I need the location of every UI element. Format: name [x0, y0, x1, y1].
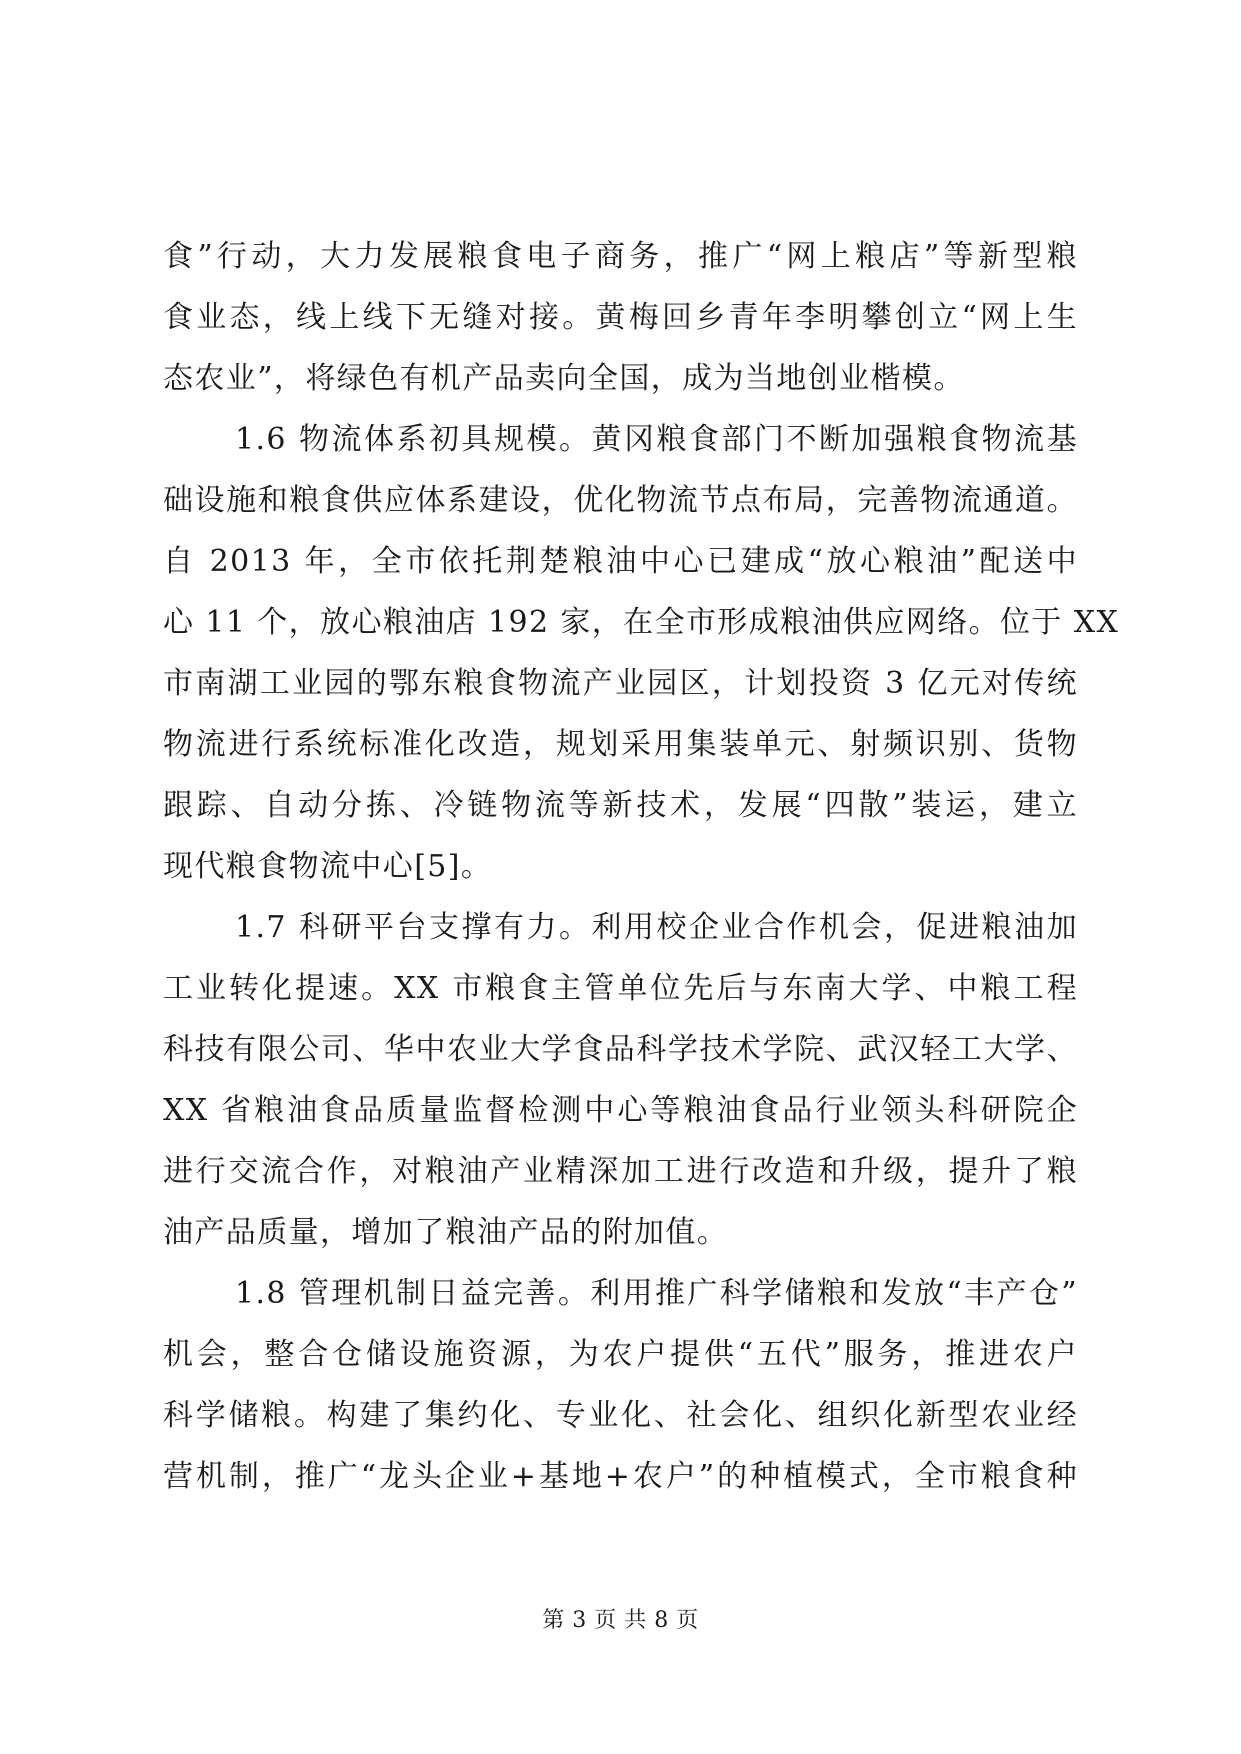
- text-line: 1.6 物流体系初具规模。黄冈粮食部门不断加强粮食物流基: [235, 422, 1078, 457]
- text-line: 跟踪、自动分拣、冷链物流等新技术，发展“四散”装运，建立: [163, 788, 1078, 823]
- text-line: 工业转化提速。XX 市粮食主管单位先后与东南大学、中粮工程: [163, 971, 1078, 1006]
- text-line: 现代粮食物流中心[5]。: [163, 849, 493, 884]
- text-line: 食业态，线上线下无缝对接。黄梅回乡青年李明攀创立“网上生: [163, 300, 1078, 335]
- page-number-footer: 第 3 页 共 8 页: [542, 1608, 699, 1633]
- text-line: 自 2013 年，全市依托荆楚粮油中心已建成“放心粮油”配送中: [163, 544, 1078, 579]
- text-line: 进行交流合作，对粮油产业精深加工进行改造和升级，提升了粮: [163, 1154, 1078, 1189]
- text-line: 市南湖工业园的鄂东粮食物流产业园区，计划投资 3 亿元对传统: [163, 666, 1078, 701]
- text-line: 态农业”，将绿色有机产品卖向全国，成为当地创业楷模。: [163, 361, 965, 396]
- text-line: 心 11 个，放心粮油店 192 家，在全市形成粮油供应网络。位于 XX: [163, 605, 1120, 640]
- text-line: 1.7 科研平台支撑有力。利用校企业合作机会，促进粮油加: [235, 910, 1078, 945]
- text-line: 机会，整合仓储设施资源，为农户提供“五代”服务，推进农户: [163, 1337, 1078, 1372]
- text-line: 础设施和粮食供应体系建设，优化物流节点布局，完善物流通道。: [163, 483, 1078, 518]
- text-line: 1.8 管理机制日益完善。利用推广科学储粮和发放“丰产仓”: [235, 1276, 1078, 1311]
- text-line: 油产品质量，增加了粮油产品的附加值。: [163, 1215, 729, 1250]
- text-line: XX 省粮油食品质量监督检测中心等粮油食品行业领头科研院企: [163, 1093, 1078, 1128]
- text-line: 营机制，推广“龙头企业+基地+农户”的种植模式，全市粮食种: [163, 1459, 1078, 1494]
- document-body: [163, 226, 1120, 1507]
- text-line: 科学储粮。构建了集约化、专业化、社会化、组织化新型农业经: [163, 1398, 1078, 1433]
- text-line: 物流进行系统标准化改造，规划采用集装单元、射频识别、货物: [163, 727, 1078, 762]
- text-line: 科技有限公司、华中农业大学食品科学技术学院、武汉轻工大学、: [163, 1032, 1078, 1067]
- text-line: 食”行动，大力发展粮食电子商务，推广“网上粮店”等新型粮: [163, 239, 1078, 274]
